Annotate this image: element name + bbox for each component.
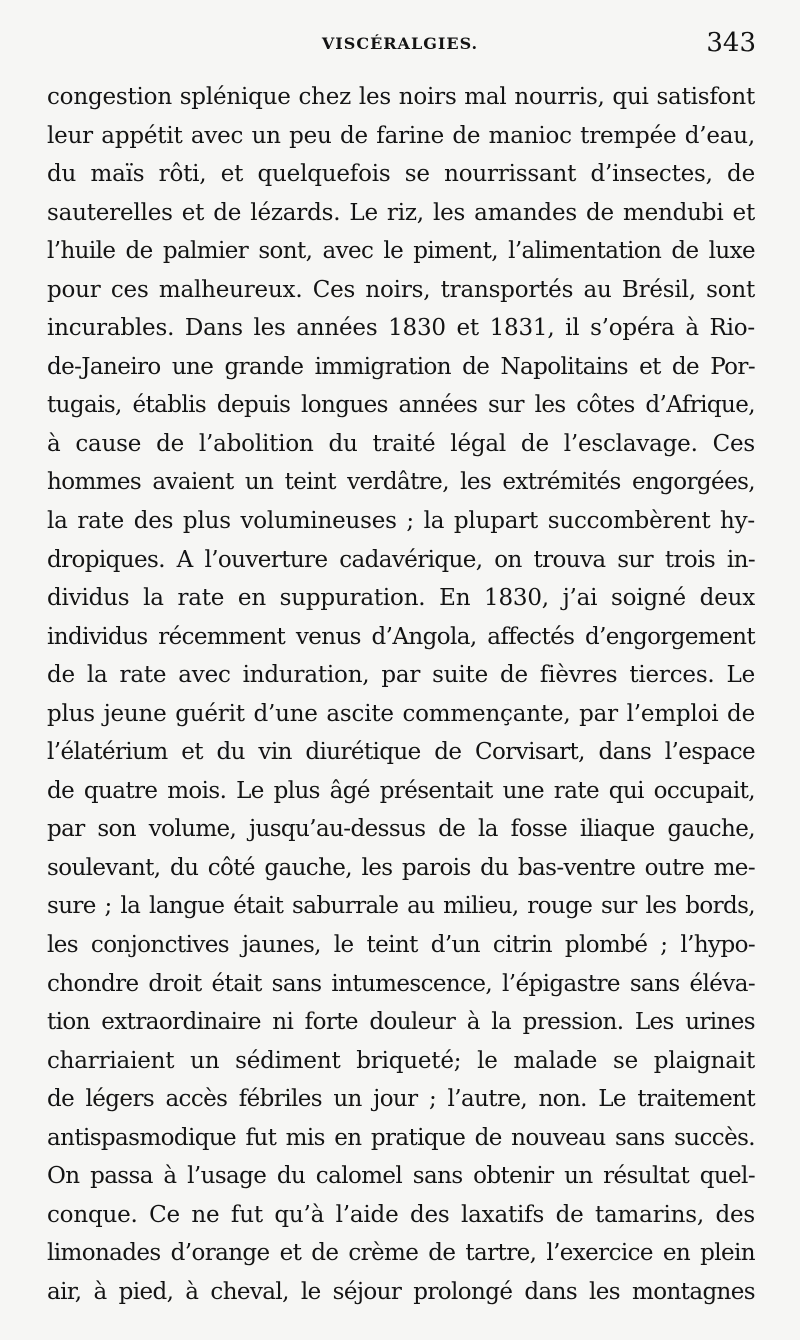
text-line: de la rate avec induration, par suite de fièvres tierces. Le [47, 662, 755, 689]
text-line: sure ; la langue était saburrale au milieu, rouge sur les bords, [47, 893, 755, 920]
text-line: charriaient un sédiment briqueté; le malade se plaignait [47, 1047, 755, 1074]
text-line: leur appétit avec un peu de farine de manioc trempée d’eau, [47, 122, 755, 149]
running-title: VISCÉRALGIES. [321, 34, 479, 53]
page-header [0, 26, 800, 66]
text-line: du maïs rôti, et quelquefois se nourrissant d’insectes, de [47, 161, 755, 188]
body-text [47, 78, 755, 1312]
text-line: de quatre mois. Le plus âgé présentait une rate qui occupait, [47, 777, 755, 804]
text-line: conque. Ce ne fut qu’à l’aide des laxatifs de tamarins, des [47, 1201, 755, 1228]
text-line: antispasmodique fut mis en pratique de nouveau sans succès. [47, 1124, 755, 1151]
text-line: tion extraordinaire ni forte douleur à la pression. Les urines [47, 1009, 755, 1036]
text-line: limonades d’orange et de crème de tartre, l’exercice en plein [47, 1240, 755, 1267]
text-line: l’élatérium et du vin diurétique de Corvisart, dans l’espace [47, 739, 755, 766]
text-line: de-Janeiro une grande immigration de Napolitains et de Por- [47, 353, 755, 380]
text-line: individus récemment venus d’Angola, affectés d’engorgement [47, 623, 755, 650]
text-line: plus jeune guérit d’une ascite commençante, par l’emploi de [47, 700, 755, 727]
text-line: les conjonctives jaunes, le teint d’un citrin plombé ; l’hypo- [47, 932, 755, 959]
text-line: sauterelles et de lézards. Le riz, les amandes de mendubi et [47, 199, 755, 226]
text-line: air, à pied, à cheval, le séjour prolongé dans les montagnes [47, 1278, 755, 1305]
text-line: dividus la rate en suppuration. En 1830, j’ai soigné deux [47, 585, 755, 612]
text-line: hommes avaient un teint verdâtre, les extrémités engorgées, [47, 469, 755, 496]
text-line: l’huile de palmier sont, avec le piment, l’alimentation de luxe [47, 238, 755, 265]
text-line: congestion splénique chez les noirs mal nourris, qui satisfont [47, 84, 755, 110]
text-line: à cause de l’abolition du traité légal de l’esclavage. Ces [47, 430, 755, 457]
text-line: On passa à l’usage du calomel sans obtenir un résultat quel- [47, 1163, 755, 1190]
text-line: pour ces malheureux. Ces noirs, transportés au Brésil, sont [47, 276, 755, 303]
text-line: de légers accès fébriles un jour ; l’autre, non. Le traitement [47, 1086, 755, 1113]
text-line: soulevant, du côté gauche, les parois du bas-ventre outre me- [47, 854, 755, 881]
text-line: incurables. Dans les années 1830 et 1831, il s’opéra à Rio- [47, 315, 755, 342]
text-line: la rate des plus volumineuses ; la plupart succombèrent hy- [47, 508, 755, 535]
text-line: chondre droit était sans intumescence, l’épigastre sans éléva- [47, 970, 755, 997]
text-line: dropiques. A l’ouverture cadavérique, on trouva sur trois in- [47, 546, 755, 573]
text-line: par son volume, jusqu’au-dessus de la fosse iliaque gauche, [47, 816, 755, 843]
text-line: tugais, établis depuis longues années sur les côtes d’Afrique, [47, 392, 755, 419]
page-number: 343 [706, 28, 756, 58]
